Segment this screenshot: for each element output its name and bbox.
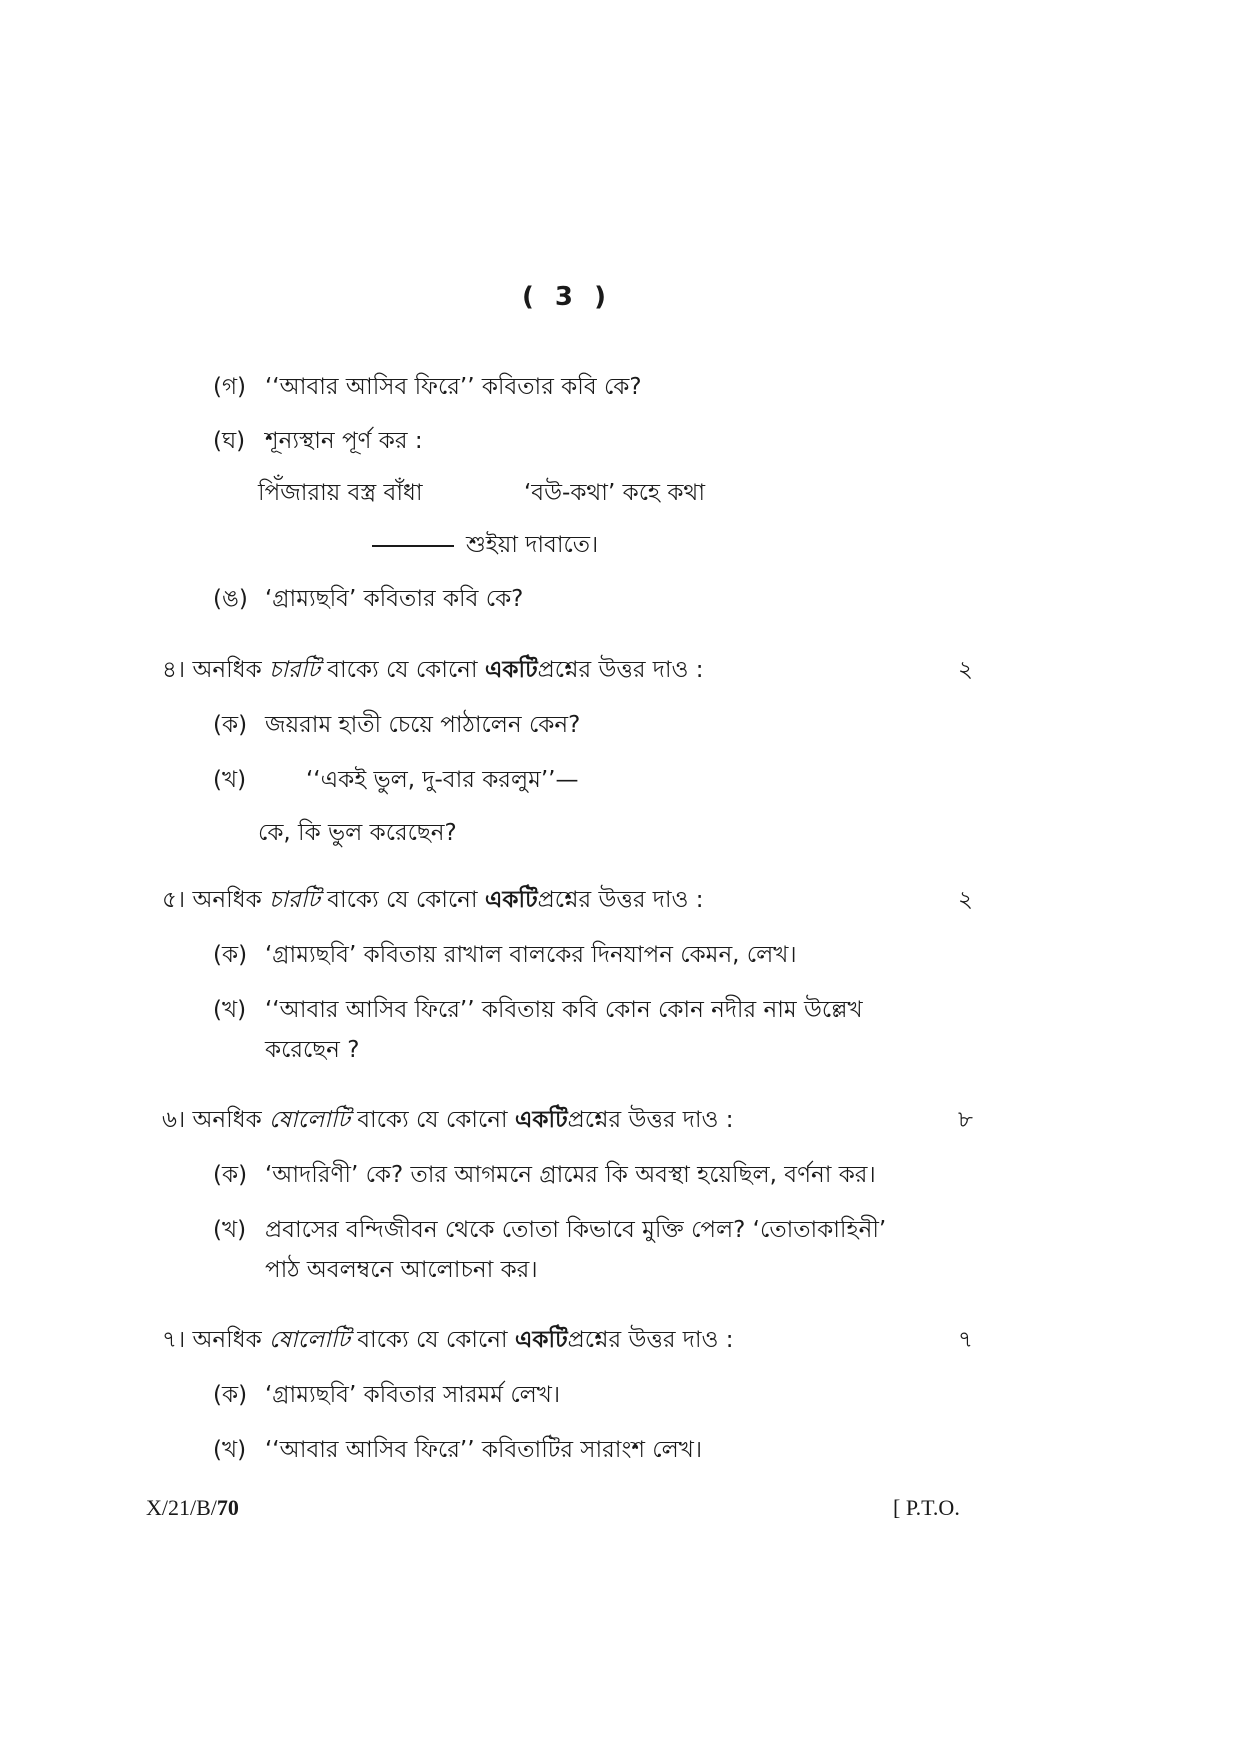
fill-blank xyxy=(372,544,454,547)
q6-option-kha-label: (খ) xyxy=(213,1217,247,1243)
q5-option-kha-label: (খ) xyxy=(213,997,247,1023)
q7-option-ka-text: ‘গ্রাম্যছবি’ কবিতার সারমর্ম লেখ। xyxy=(265,1382,561,1408)
poem-line2: শুইয়া দাবাতে। xyxy=(372,530,598,560)
q4-option-ka-text: জয়রাম হাতী চেয়ে পাঠালেন কেন? xyxy=(265,712,581,738)
q5-option-ka-label: (ক) xyxy=(213,942,248,968)
item-ga-label: (গ) xyxy=(213,374,247,400)
item-gha-text: শূন্যস্থান পূর্ণ কর : xyxy=(265,428,423,454)
item-ga-text: ‘‘আবার আসিব ফিরে’’ কবিতার কবি কে? xyxy=(265,374,642,400)
item-umo-label: (ঙ) xyxy=(213,586,248,612)
q4-option-kha-text2: কে, কি ভুল করেছেন? xyxy=(258,820,457,846)
question-7-marks: ৭ xyxy=(958,1327,973,1353)
q5-option-kha-text2: করেছেন ? xyxy=(265,1037,360,1063)
question-7-header: ৭। অনধিক ষোলোটি বাক্যে যে কোনো একটিপ্রশ্নের উত্তর দাও : xyxy=(162,1327,734,1353)
q6-option-ka-label: (ক) xyxy=(213,1162,248,1188)
q5-option-ka-text: ‘গ্রাম্যছবি’ কবিতায় রাখাল বালকের দিনযাপন কেমন, লেখ। xyxy=(265,942,797,968)
q6-option-kha-text2: পাঠ অবলম্বনে আলোচনা কর। xyxy=(265,1257,538,1283)
q4-option-kha-text: ‘‘একই ভুল, দু-বার করলুম’’— xyxy=(306,767,579,793)
question-6-marks: ৮ xyxy=(958,1107,973,1133)
page-number: ( 3 ) xyxy=(522,282,612,312)
question-5-marks: ২ xyxy=(958,887,973,913)
q5-option-kha-text: ‘‘আবার আসিব ফিরে’’ কবিতায় কবি কোন কোন নদীর নাম উল্লেখ xyxy=(265,997,863,1023)
q4-option-kha-label: (খ) xyxy=(213,767,247,793)
poem-line1-left: পিঁজারায় বস্ত্র বাঁধা xyxy=(258,480,423,506)
question-4-header: ৪। অনধিক চারটি বাক্যে যে কোনো একটিপ্রশ্নের উত্তর দাও : xyxy=(162,657,704,683)
q6-option-ka-text: ‘আদরিণী’ কে? তার আগমনে গ্রামের কি অবস্থা হয়েছিল, বর্ণনা কর। xyxy=(265,1162,876,1188)
pto-note: [ P.T.O. xyxy=(893,1495,960,1520)
paper-code: X/21/B/70 xyxy=(146,1495,239,1520)
q4-option-ka-label: (ক) xyxy=(213,712,248,738)
q7-option-kha-label: (খ) xyxy=(213,1437,247,1463)
q6-option-kha-text: প্রবাসের বন্দিজীবন থেকে তোতা কিভাবে মুক্তি পেল? ‘তোতাকাহিনী’ xyxy=(265,1217,887,1243)
item-gha-label: (ঘ) xyxy=(213,428,246,454)
q7-option-ka-label: (ক) xyxy=(213,1382,248,1408)
item-umo-text: ‘গ্রাম্যছবি’ কবিতার কবি কে? xyxy=(265,586,524,612)
question-5-header: ৫। অনধিক চারটি বাক্যে যে কোনো একটিপ্রশ্নের উত্তর দাও : xyxy=(162,887,704,913)
q7-option-kha-text: ‘‘আবার আসিব ফিরে’’ কবিতাটির সারাংশ লেখ। xyxy=(265,1437,703,1463)
question-6-header: ৬। অনধিক ষোলোটি বাক্যে যে কোনো একটিপ্রশ্নের উত্তর দাও : xyxy=(162,1107,734,1133)
poem-line1-right: ‘বউ-কথা’ কহে কথা xyxy=(524,480,705,506)
question-4-marks: ২ xyxy=(958,657,973,683)
